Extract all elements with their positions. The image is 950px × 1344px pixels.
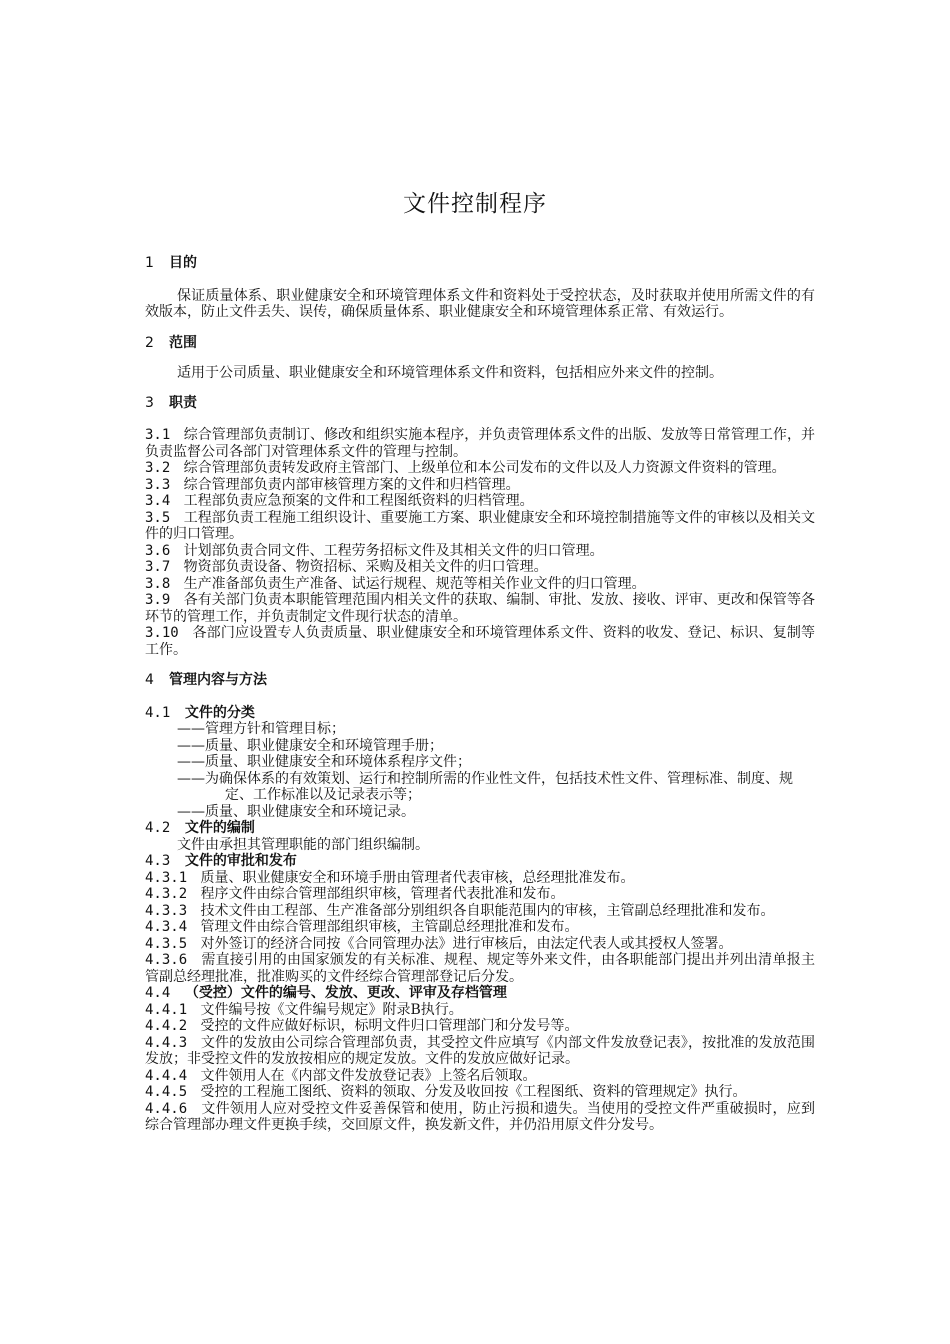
- list-item: 3.4 工程部负责应急预案的文件和工程图纸资料的归档管理。: [145, 493, 534, 509]
- page-title: 文件控制程序: [403, 191, 547, 217]
- list-item: 3.9 各有关部门负责本职能管理范围内相关文件的获取、编制、审批、发放、接收、评审、更改和保管等各环节的管理工作，并负责制定文件现行状态的清单。: [145, 592, 815, 625]
- list-item: ——质量、职业健康安全和环境记录。: [177, 803, 415, 820]
- subsection-heading: 4.2 文件的编制: [145, 820, 255, 836]
- list-item: 3.6 计划部负责合同文件、工程劳务招标文件及其相关文件的归口管理。: [145, 542, 604, 559]
- list-item: 4.4.2 受控的文件应做好标识，标明文件归口管理部门和分发号等。: [145, 1018, 579, 1034]
- list-item: 3.5 工程部负责工程施工组织设计、重要施工方案、职业健康安全和环境控制措施等文件的审核以及相关文件的归口管理。: [145, 509, 815, 542]
- document-body: [145, 255, 815, 1134]
- list-item: 4.3.2 程序文件由综合管理部组织审核，管理者代表批准和发布。: [145, 886, 565, 902]
- list-item: 4.3.3 技术文件由工程部、生产准备部分别组织各自职能范围内的审核，主管副总经理批准和发布。: [145, 902, 775, 919]
- list-item: 3.10 各部门应设置专人负责质量、职业健康安全和环境管理体系文件、资料的收发、登记、标识、复制等工作。: [145, 625, 815, 658]
- list-item: 4.3.4 管理文件由综合管理部组织审核，主管副总经理批准和发布。: [145, 919, 579, 935]
- list-item: ——为确保体系的有效策划、运行和控制所需的作业性文件，包括技术性文件、管理标准、制度、规定、工作标准以及记录表示等；: [177, 770, 793, 803]
- list-item: 3.2 综合管理部负责转发政府主管部门、上级单位和本公司发布的文件以及人力资源文件资料的管理。: [145, 460, 786, 476]
- subsection-heading: 4.3 文件的审批和发布: [145, 853, 297, 869]
- section-heading: 1 目的: [145, 255, 197, 271]
- list-item: 4.4.3 文件的发放由公司综合管理部负责，其受控文件应填写《内部文件发放登记表》，按批准的发放范围发放；非受控文件的发放按相应的规定发放。文件的发放应做好记录。: [145, 1034, 815, 1067]
- management-content: [145, 705, 815, 1134]
- section-heading: 3 职责: [145, 394, 197, 411]
- list-item: 3.7 物资部负责设备、物资招标、采购及相关文件的归口管理。: [145, 559, 548, 575]
- list-item: 4.4.1 文件编号按《文件编号规定》附录B执行。: [145, 1001, 463, 1018]
- subsection-heading: 4.1 文件的分类: [145, 704, 255, 721]
- section-paragraph: 适用于公司质量、职业健康安全和环境管理体系文件和资料，包括相应外来文件的控制。: [177, 365, 723, 381]
- list-item: 3.8 生产准备部负责生产准备、试运行规程、规范等相关作业文件的归口管理。: [145, 575, 646, 592]
- section-paragraph: 保证质量体系、职业健康安全和环境管理体系文件和资料处于受控状态，及时获取并使用所需文件的有效版本，防止文件丢失、误传，确保质量体系、职业健康安全和环境管理体系正常、有效运行。: [145, 287, 815, 320]
- section-heading: 4 管理内容与方法: [145, 672, 267, 688]
- list-item: 4.4.4 文件领用人在《内部文件发放登记表》上签名后领取。: [145, 1067, 537, 1084]
- subsection-paragraph: 文件由承担其管理职能的部门组织编制。: [177, 836, 429, 853]
- section-heading: 2 范围: [145, 334, 197, 351]
- list-item: ——管理方针和管理目标；: [177, 721, 345, 737]
- list-item: 4.4.5 受控的工程施工图纸、资料的领取、分发及收回按《工程图纸、资料的管理规定》执行。: [145, 1084, 747, 1100]
- subsection-heading: 4.4 （受控）文件的编号、发放、更改、评审及存档管理: [145, 985, 507, 1001]
- list-item: 4.4.6 文件领用人应对受控文件妥善保管和使用，防止污损和遗失。当使用的受控文件严重破损时，应到综合管理部办理文件更换手续，交回原文件，换发新文件，并仍沿用原文件分发号。: [145, 1100, 815, 1133]
- list-item: ——质量、职业健康安全和环境管理手册；: [177, 737, 443, 754]
- list-item: ——质量、职业健康安全和环境体系程序文件；: [177, 754, 471, 770]
- list-item: 3.3 综合管理部负责内部审核管理方案的文件和归档管理。: [145, 476, 520, 493]
- list-item: 3.1 综合管理部负责制订、修改和组织实施本程序，并负责管理体系文件的出版、发放等日常管理工作，并负责监督公司各部门对管理体系文件的管理与控制。: [145, 427, 815, 460]
- responsibility-list: [145, 427, 815, 658]
- list-item: 4.3.6 需直接引用的由国家颁发的有关标准、规程、规定等外来文件，由各职能部门提出并列出清单报主管副总经理批准，批准购买的文件经综合管理部登记后分发。: [145, 952, 815, 985]
- list-item: 4.3.5 对外签订的经济合同按《合同管理办法》进行审核后，由法定代表人或其授权人签署。: [145, 935, 733, 952]
- list-item: 4.3.1 质量、职业健康安全和环境手册由管理者代表审核，总经理批准发布。: [145, 869, 635, 886]
